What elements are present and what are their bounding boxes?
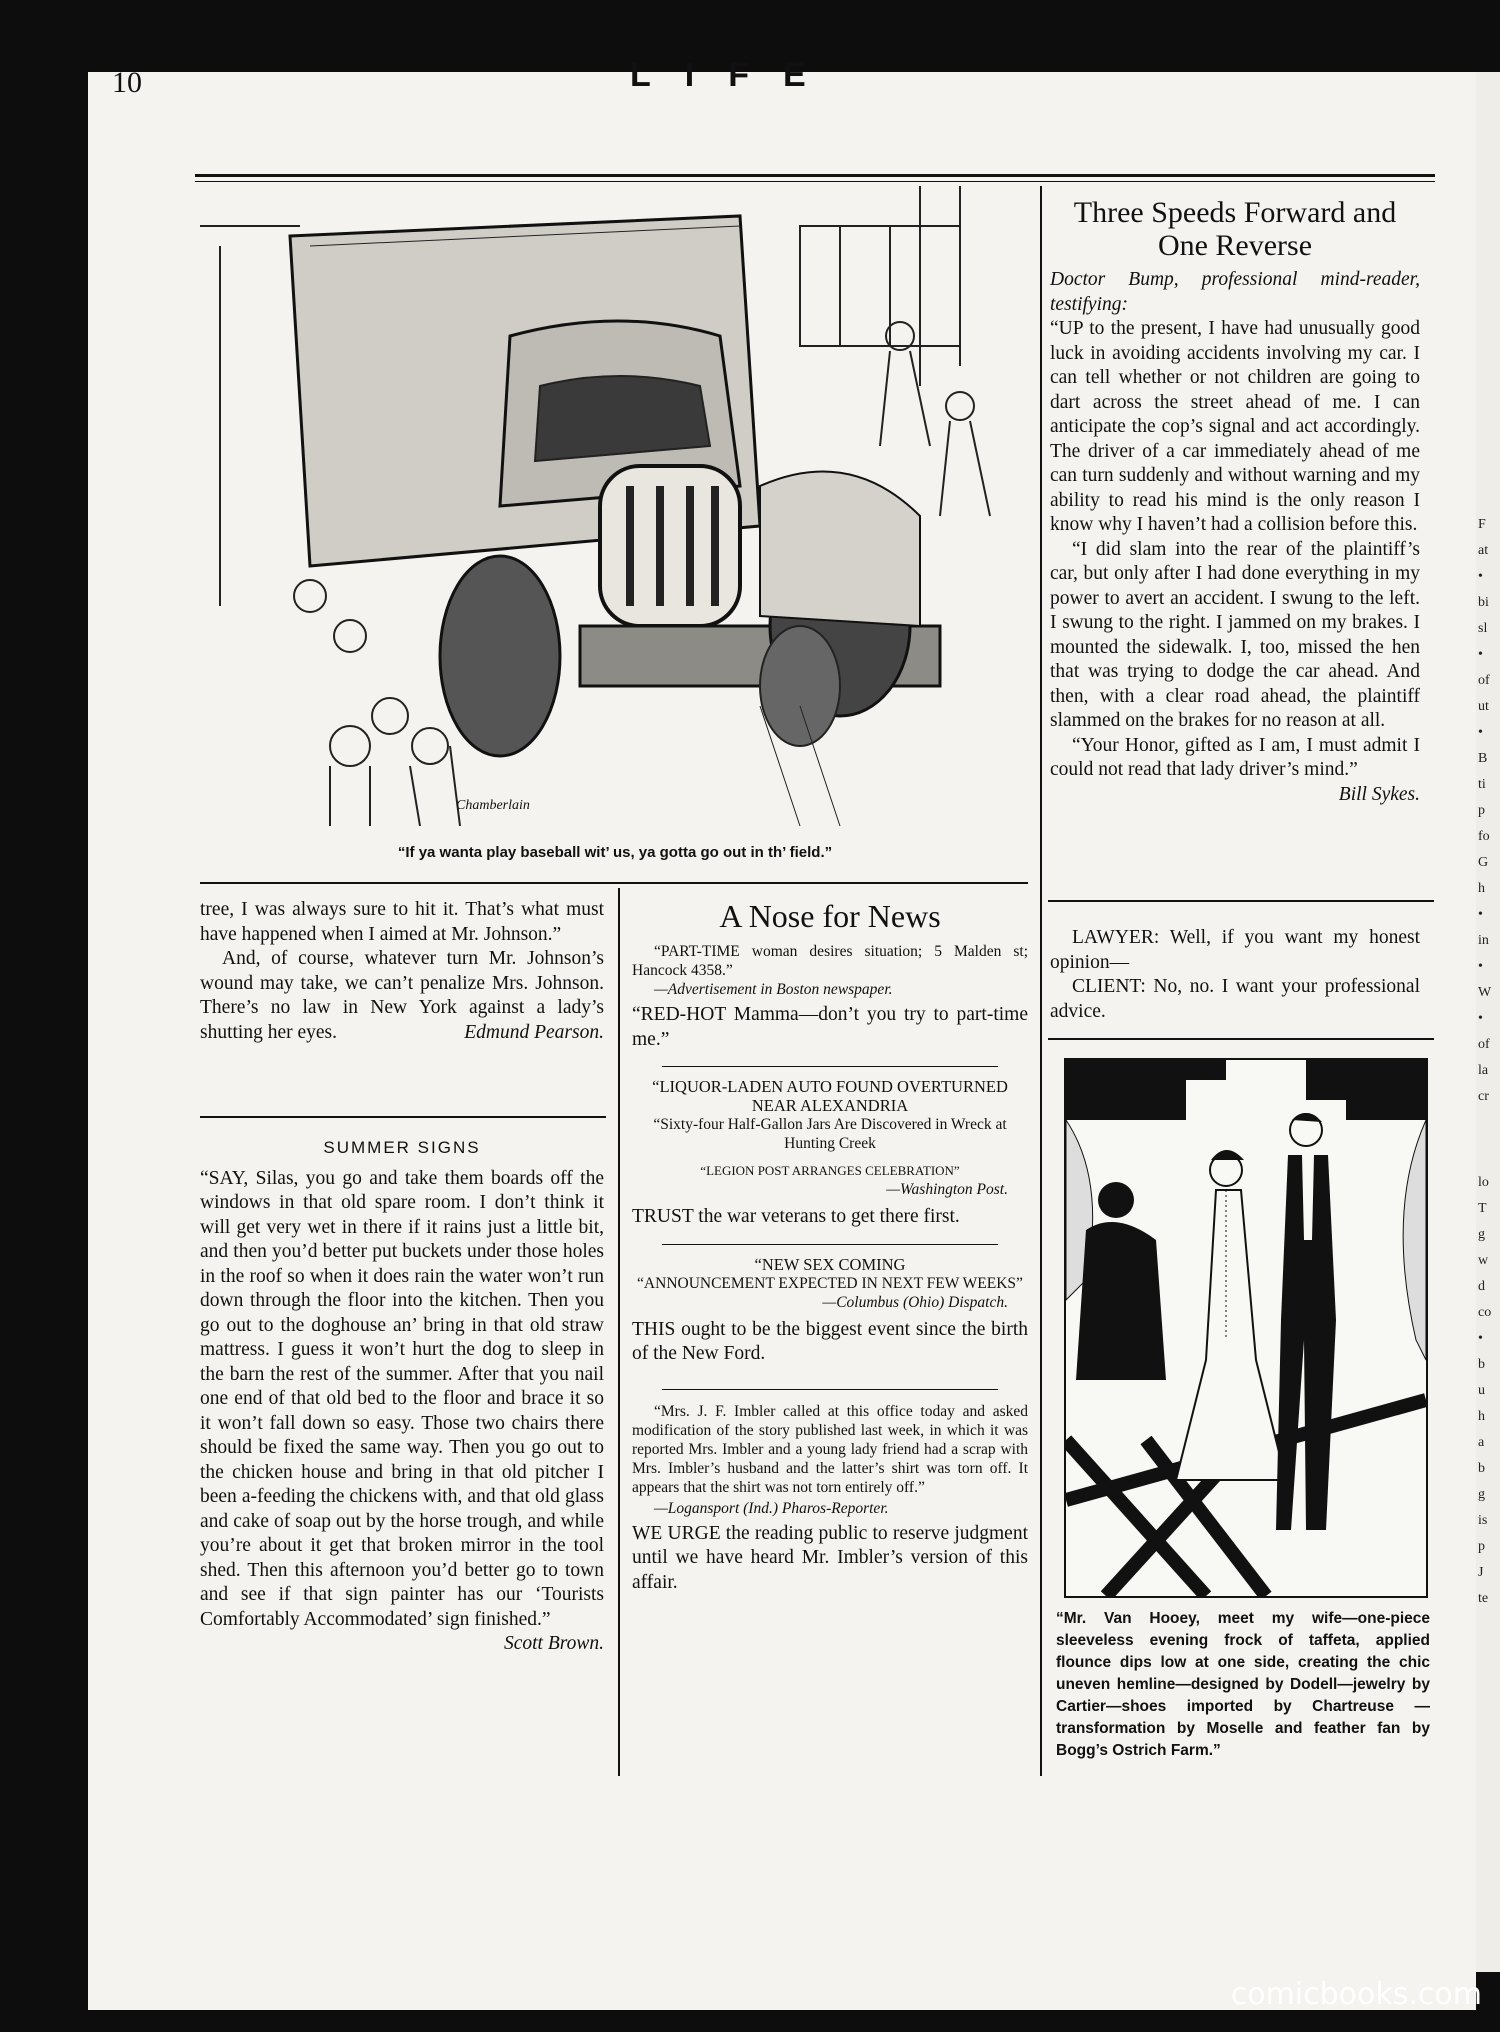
pearson-paragraph: And, of course, whatever turn Mr. Johnson’s wound may take, we can’t penalize Mrs. Johnson. There’s no law in New York against a lady’s shutting her eyes. (200, 948, 604, 1043)
news-item-headline: “NEW SEX COMING (754, 1254, 906, 1274)
news-item-quote: “PART-TIME woman desires situation; 5 Malden st; Hancock 4358.” (632, 943, 1028, 979)
three-speeds-title: Three Speeds Forward and One Reverse (1073, 196, 1397, 262)
three-speeds-signature: Bill Sykes. (1338, 783, 1420, 805)
strip-text: • (1478, 647, 1483, 662)
strip-text: J (1478, 1565, 1484, 1580)
news-item-quote: “Mrs. J. F. Imbler called at this office today and asked modification of the story published last week, in which it was reported Mrs. Imbler and a young lady friend had a scrap with Mrs. Imbler’s husband and the latter’s shirt was torn off. It appears that the shirt was not torn entirely off.” (632, 1402, 1028, 1496)
strip-text: ut (1478, 699, 1489, 714)
strip-text: a (1478, 1435, 1485, 1450)
news-item-subhead: “Sixty-four Half-Gallon Jars Are Discovered in Wreck at Hunting Creek (653, 1116, 1007, 1152)
strip-text: in (1478, 933, 1489, 948)
nose-for-news-title: A Nose for News (719, 898, 941, 934)
section-rule (200, 882, 1028, 884)
strip-text: F (1478, 517, 1486, 532)
pearson-signature: Edmund Pearson. (464, 1022, 604, 1043)
strip-text: te (1478, 1591, 1489, 1606)
news-divider (662, 1389, 998, 1390)
pearson-paragraph: tree, I was always sure to hit it. That’s what must have happened when I aimed at Mr. Johnson.” (200, 899, 604, 945)
truck-cartoon-caption: “If ya wanta play baseball wit’ us, ya gotta go out in th’ field.” (397, 844, 833, 861)
strip-text: G (1478, 855, 1489, 870)
strip-text: • (1478, 959, 1483, 974)
nose-for-news-article (632, 898, 1028, 1595)
strip-text: ti (1478, 777, 1486, 792)
summer-signs-title: SUMMER SIGNS (323, 1138, 481, 1157)
column-divider (1040, 186, 1042, 1776)
strip-text: at (1478, 543, 1489, 558)
strip-text: w (1478, 1253, 1489, 1268)
fashion-cartoon-caption: “Mr. Van Hooey, meet my wife—one-piece sleeveless evening frock of taffeta, applied flounce dips low at one side, creating the chic uneven hemline—designed by Dodell—jewelry by Cartier—shoes imported by Chartreuse — transformation by Moselle and feather fan by Bogg’s Ostrich Farm.” (1056, 1610, 1430, 1759)
news-divider (662, 1066, 998, 1067)
strip-text: b (1478, 1357, 1485, 1372)
strip-text: • (1478, 725, 1483, 740)
truck-drawing (200, 186, 1030, 826)
news-item-source: —Washington Post. (886, 1181, 1008, 1198)
strip-text: d (1478, 1279, 1485, 1294)
news-item-comment: TRUST the war veterans to get there first. (632, 1206, 960, 1227)
three-speeds-paragraph: “Your Honor, gifted as I am, I must admit I could not read that lady driver’s mind.” (1050, 734, 1420, 780)
three-speeds-paragraph: “UP to the present, I have had unusually good luck in avoiding accidents involving my car. I can tell whether or not children are going to dart across the street ahead of me. I can anticipate the cop’s signal and act accordingly. The driver of a car immediately ahead of me can turn suddenly and without warning and my ability to read his mind is the only reason I know why I haven’t had a collision before this. (1050, 318, 1420, 535)
strip-text: h (1478, 1409, 1485, 1424)
column-divider (618, 888, 620, 1776)
strip-text: h (1478, 881, 1485, 896)
news-item-comment: WE URGE the reading public to reserve judgment until we have heard Mr. Imbler’s version of this affair. (632, 1522, 1028, 1593)
three-speeds-paragraph: “I did slam into the rear of the plaintiff’s car, but only after I had done everything in my power to avert an accident. I swung to the left. I swung to the right. I jammed on my brakes. I mounted the sidewalk. I, too, missed the hen that was trying to dodge the car ahead. And then, with a clear road ahead, the plaintiff slammed on the brakes for no reason at all. (1050, 538, 1420, 731)
lawyer-speaker: LAWYER: (1072, 927, 1160, 948)
watermark: comicbooks.com (1230, 1977, 1482, 2012)
strip-text: lo (1478, 1175, 1489, 1190)
strip-text: of (1478, 673, 1490, 688)
news-item-subhead: “LEGION POST ARRANGES CELEBRATION” (700, 1163, 960, 1178)
summer-signs-signature: Scott Brown. (503, 1633, 604, 1654)
lawyer-joke (1050, 926, 1420, 1024)
news-item-source: —Columbus (Ohio) Dispatch. (822, 1293, 1008, 1311)
strip-text: b (1478, 1461, 1485, 1476)
strip-text: T (1478, 1201, 1487, 1216)
section-rule (200, 1116, 606, 1118)
section-rule (1048, 900, 1434, 902)
three-speeds-article (1050, 196, 1420, 807)
news-item-subhead: “ANNOUNCEMENT EXPECTED IN NEXT FEW WEEKS” (637, 1274, 1023, 1292)
news-item-comment: “RED-HOT Mamma—don’t you try to part-time me.” (632, 1004, 1028, 1050)
news-divider (662, 1244, 998, 1245)
left-column (200, 898, 604, 1046)
news-item-source: —Advertisement in Boston newspaper. (654, 981, 893, 998)
strip-text: sl (1478, 621, 1488, 636)
magazine-title: LIFE (630, 56, 840, 94)
truck-cartoon-signature: Chamberlain (456, 798, 530, 813)
strip-text: p (1478, 1539, 1485, 1554)
section-rule (1048, 1038, 1434, 1040)
strip-text: g (1478, 1227, 1485, 1242)
three-speeds-intro: Doctor Bump, professional mind-reader, testifying: (1050, 269, 1420, 315)
header-rule-thin (195, 181, 1435, 182)
lawyer-line: Well, if you want my honest opinion— (1050, 927, 1420, 973)
strip-text: • (1478, 569, 1483, 584)
news-item-source: —Logansport (Ind.) Pharos-Reporter. (654, 1499, 889, 1517)
page-number: 10 (112, 66, 142, 99)
strip-text: is (1478, 1513, 1488, 1528)
truck-cartoon-illustration (200, 186, 1030, 826)
strip-text: B (1478, 751, 1488, 766)
strip-text: cr (1478, 1089, 1489, 1104)
client-speaker: CLIENT: (1072, 976, 1146, 997)
news-item-headline: “LIQUOR-LADEN AUTO FOUND OVERTURNED NEAR ALEXANDRIA (652, 1077, 1008, 1115)
summer-signs-article (200, 1130, 604, 1657)
strip-text: la (1478, 1063, 1489, 1078)
strip-text: • (1478, 1011, 1483, 1026)
strip-text: g (1478, 1487, 1485, 1502)
summer-signs-body: “SAY, Silas, you go and take them boards off the windows in that old spare room. I don’t think it will get very wet in there if it rains just a little bit, and then you’d better put buckets under those holes in the roof so when it does rain the water won’t run down through the floor into the kitchen. Then you go out to the doghouse an’ bring in that old straw mattress. I guess it won’t hurt the dog to sleep in the barn the rest of the summer. After that you nail one end of that old bed to the floor and brace it so it won’t fall down so easy. Those two chairs there should be fixed the same way. Then you go out to the chicken house and bring in that old pitcher I been a-feeding the chickens with, and that old glass and cake of soap out by the horse trough, and while you’re about it get that broken mirror in the tool shed. Then this afternoon you’d better go to town and see if that sign painter has our ‘Tourists Comfortably Accommodated’ sign finished.” (200, 1167, 604, 1630)
strip-text: of (1478, 1037, 1490, 1052)
header-rule (195, 174, 1435, 177)
news-item-comment: THIS ought to be the biggest event since the birth of the New Ford. (632, 1318, 1028, 1364)
client-line: No, no. I want your professional advice. (1050, 976, 1420, 1022)
strip-text: • (1478, 1331, 1483, 1346)
strip-text: W (1478, 985, 1492, 1000)
adjacent-page-strip (1476, 72, 1500, 1972)
strip-text: fo (1478, 829, 1490, 844)
strip-text: bi (1478, 595, 1489, 610)
strip-text: u (1478, 1383, 1485, 1398)
strip-text: co (1478, 1305, 1492, 1320)
fashion-cartoon-illustration (1064, 1058, 1428, 1598)
strip-text: p (1478, 803, 1485, 818)
strip-text: • (1478, 907, 1483, 922)
fashion-drawing (1066, 1060, 1426, 1596)
